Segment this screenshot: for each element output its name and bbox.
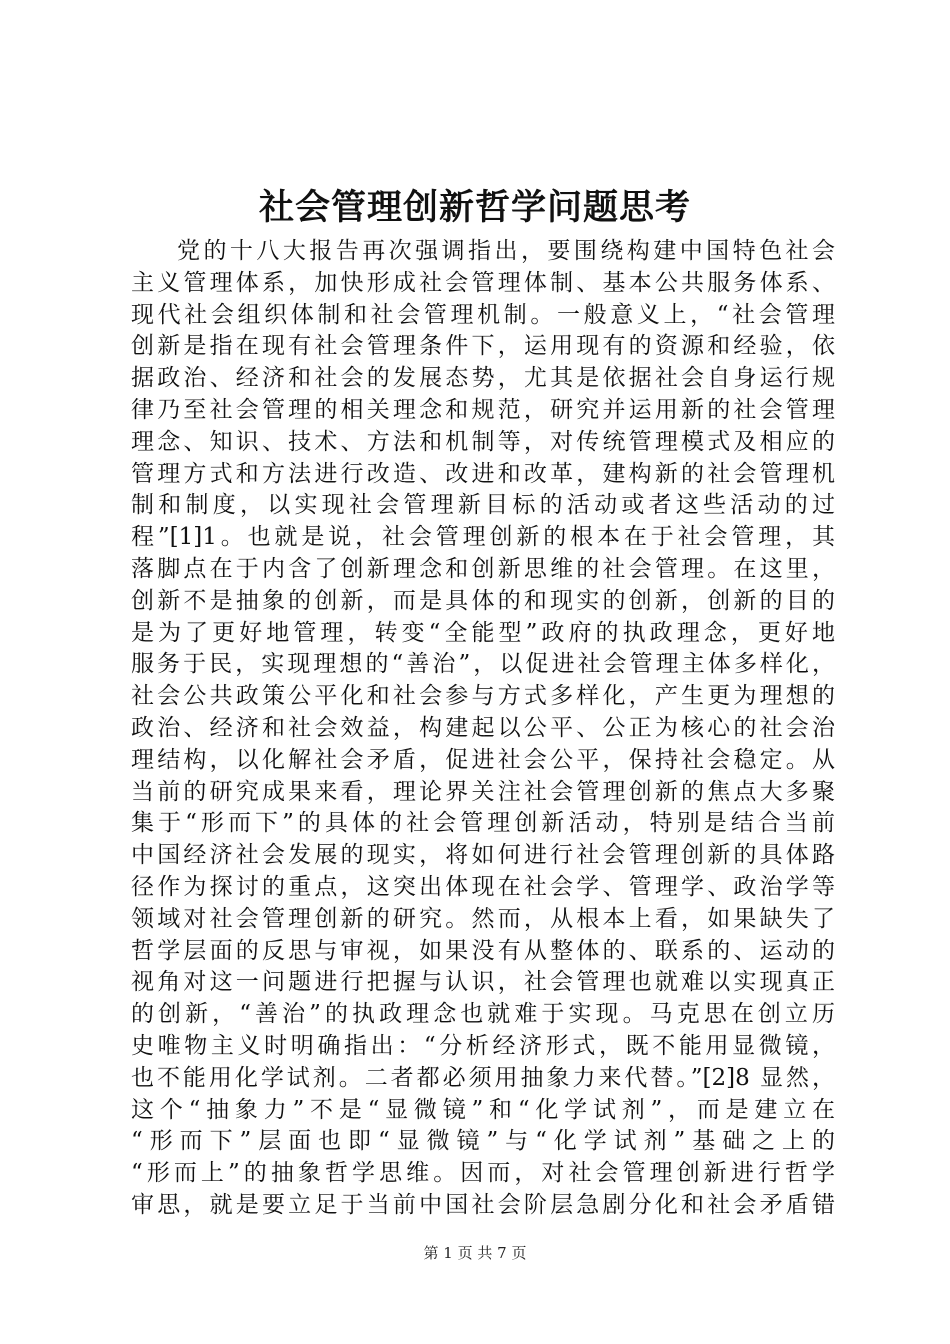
paragraph-line: 据政治、经济和社会的发展态势，尤其是依据社会自身运行规 (131, 365, 835, 392)
paragraph-line: 社会公共政策公平化和社会参与方式多样化，产生更为理想的 (131, 683, 835, 710)
paragraph-line: “形而上”的抽象哲学思维。因而，对社会管理创新进行哲学 (131, 1160, 835, 1187)
document-title: 社会管理创新哲学问题思考 (258, 187, 691, 228)
paragraph-line: 这个“抽象力”不是“显微镜”和“化学试剂”，而是建立在 (131, 1096, 835, 1123)
paragraph-line: 也不能用化学试剂。二者都必须用抽象力来代替。”[2]8 显然， (131, 1064, 835, 1091)
paragraph-line: 创新是指在现有社会管理条件下，运用现有的资源和经验，依 (131, 333, 835, 360)
paragraph-line: 管理方式和方法进行改造、改进和改革，建构新的社会管理机 (131, 460, 835, 487)
paragraph-line: 理念、知识、技术、方法和机制等，对传统管理模式及相应的 (131, 428, 835, 455)
paragraph-line: 当前的研究成果来看，理论界关注社会管理创新的焦点大多聚 (131, 778, 835, 805)
paragraph-line: 现代社会组织体制和社会管理机制。一般意义上，“社会管理 (131, 301, 835, 328)
paragraph-line: 服务于民，实现理想的“善治”，以促进社会管理主体多样化， (131, 651, 835, 678)
paragraph-line: 审思，就是要立足于当前中国社会阶层急剧分化和社会矛盾错 (131, 1191, 835, 1218)
paragraph-line: 的创新，“善治”的执政理念也就难于实现。马克思在创立历 (131, 1001, 835, 1028)
paragraph-line: 律乃至社会管理的相关理念和规范，研究并运用新的社会管理 (131, 396, 835, 423)
paragraph-line: “形而下”层面也即“显微镜”与“化学试剂”基础之上的 (131, 1128, 835, 1155)
paragraph-line: 程”[1]1。也就是说，社会管理创新的根本在于社会管理，其 (131, 524, 835, 551)
paragraph-line: 领域对社会管理创新的研究。然而，从根本上看，如果缺失了 (131, 905, 835, 932)
paragraph-line: 落脚点在于内含了创新理念和创新思维的社会管理。在这里， (131, 555, 835, 582)
paragraph-line: 创新不是抽象的创新，而是具体的和现实的创新，创新的目的 (131, 587, 835, 614)
paragraph-line: 视角对这一问题进行把握与认识，社会管理也就难以实现真正 (131, 969, 835, 996)
paragraph-line: 中国经济社会发展的现实，将如何进行社会管理创新的具体路 (131, 842, 835, 869)
page-footer: 第 1 页 共 7 页 (423, 1244, 527, 1262)
body-paragraph (131, 236, 835, 1222)
paragraph-line: 哲学层面的反思与审视，如果没有从整体的、联系的、运动的 (131, 937, 835, 964)
paragraph-line: 政治、经济和社会效益，构建起以公平、公正为核心的社会治 (131, 714, 835, 741)
paragraph-line: 制和制度，以实现社会管理新目标的活动或者这些活动的过 (131, 492, 835, 519)
paragraph-line: 集于“形而下”的具体的社会管理创新活动，特别是结合当前 (131, 810, 835, 837)
paragraph-line: 主义管理体系，加快形成社会管理体制、基本公共服务体系、 (131, 269, 835, 296)
paragraph-line: 是为了更好地管理，转变“全能型”政府的执政理念，更好地 (131, 619, 835, 646)
paragraph-line: 理结构，以化解社会矛盾，促进社会公平，保持社会稳定。从 (131, 746, 835, 773)
paragraph-line: 史唯物主义时明确指出：“分析经济形式，既不能用显微镜， (131, 1032, 835, 1059)
paragraph-line: 径作为探讨的重点，这突出体现在社会学、管理学、政治学等 (131, 873, 835, 900)
paragraph-line: 党的十八大报告再次强调指出，要围绕构建中国特色社会 (177, 238, 835, 264)
